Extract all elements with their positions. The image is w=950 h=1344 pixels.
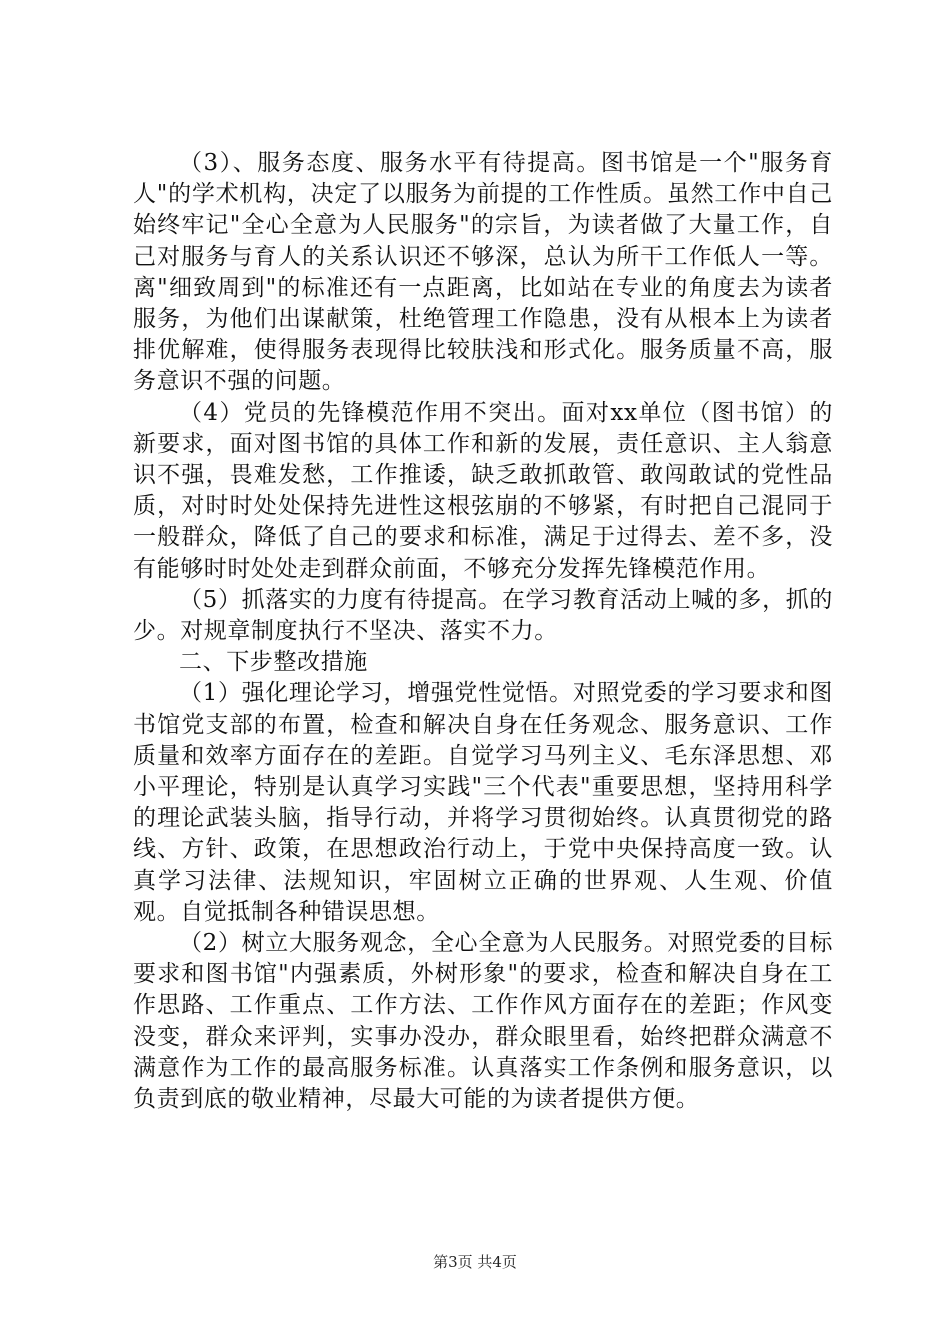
section-heading-rectification: 二、下步整改措施 xyxy=(179,649,368,676)
paragraph-vanguard-role: （4）党员的先锋模范作用不突出。面对xx单位（图书馆）的新要求，面对图书馆的具体工作和新的发展，责任意识、主人翁意识不强，畏难发愁，工作推诿，缺乏敢抓敢管、敢闯敢试的党性品质，对时时处处保持先进性这根弦崩的不够紧，有时把自己混同于一般群众，降低了自己的要求和标准，满足于过得去、差不多，没有能够时时处处走到群众前面，不够充分发挥先锋模范作用。 xyxy=(133,399,833,582)
page-footer: 第3页 共4页 xyxy=(433,1253,517,1271)
paragraph-service-concept: （2）树立大服务观念，全心全意为人民服务。对照党委的目标要求和图书馆"内强素质，外树形象"的要求，检查和解决自身在工作思路、工作重点、工作方法、工作作风方面存在的差距；作风变没变，群众来评判，实事办没办，群众眼里看，始终把群众满意不满意作为工作的最高服务标准。认真落实工作条例和服务意识，以负责到底的敬业精神，尽最大可能的为读者提供方便。 xyxy=(133,930,833,1113)
paragraph-service-attitude: （3）、服务态度、服务水平有待提高。图书馆是一个"服务育人"的学术机构，决定了以服务为前提的工作性质。虽然工作中自己始终牢记"全心全意为人民服务"的宗旨，为读者做了大量工作，自己对服务与育人的关系认识还不够深，总认为所干工作低人一等。离"细致周到"的标准还有一点距离，比如站在专业的角度去为读者服务，为他们出谋献策，杜绝管理工作隐患，没有从根本上为读者排优解难，使得服务表现得比较肤浅和形式化。服务质量不高，服务意识不强的问题。 xyxy=(133,150,833,395)
paragraph-implementation: （5）抓落实的力度有待提高。在学习教育活动上喊的多，抓的少。对规章制度执行不坚决、落实不力。 xyxy=(133,586,833,645)
document-body xyxy=(133,148,833,1115)
paragraph-theory-study: （1）强化理论学习，增强党性觉悟。对照党委的学习要求和图书馆党支部的布置，检查和解决自身在任务观念、服务意识、工作质量和效率方面存在的差距。自觉学习马列主义、毛东泽思想、邓小平理论，特别是认真学习实践"三个代表"重要思想，坚持用科学的理论武装头脑，指导行动，并将学习贯彻始终。认真贯彻党的路线、方针、政策，在思想政治行动上，于党中央保持高度一致。认真学习法律、法规知识，牢固树立正确的世界观、人生观、价值观。自觉抵制各种错误思想。 xyxy=(133,680,833,925)
